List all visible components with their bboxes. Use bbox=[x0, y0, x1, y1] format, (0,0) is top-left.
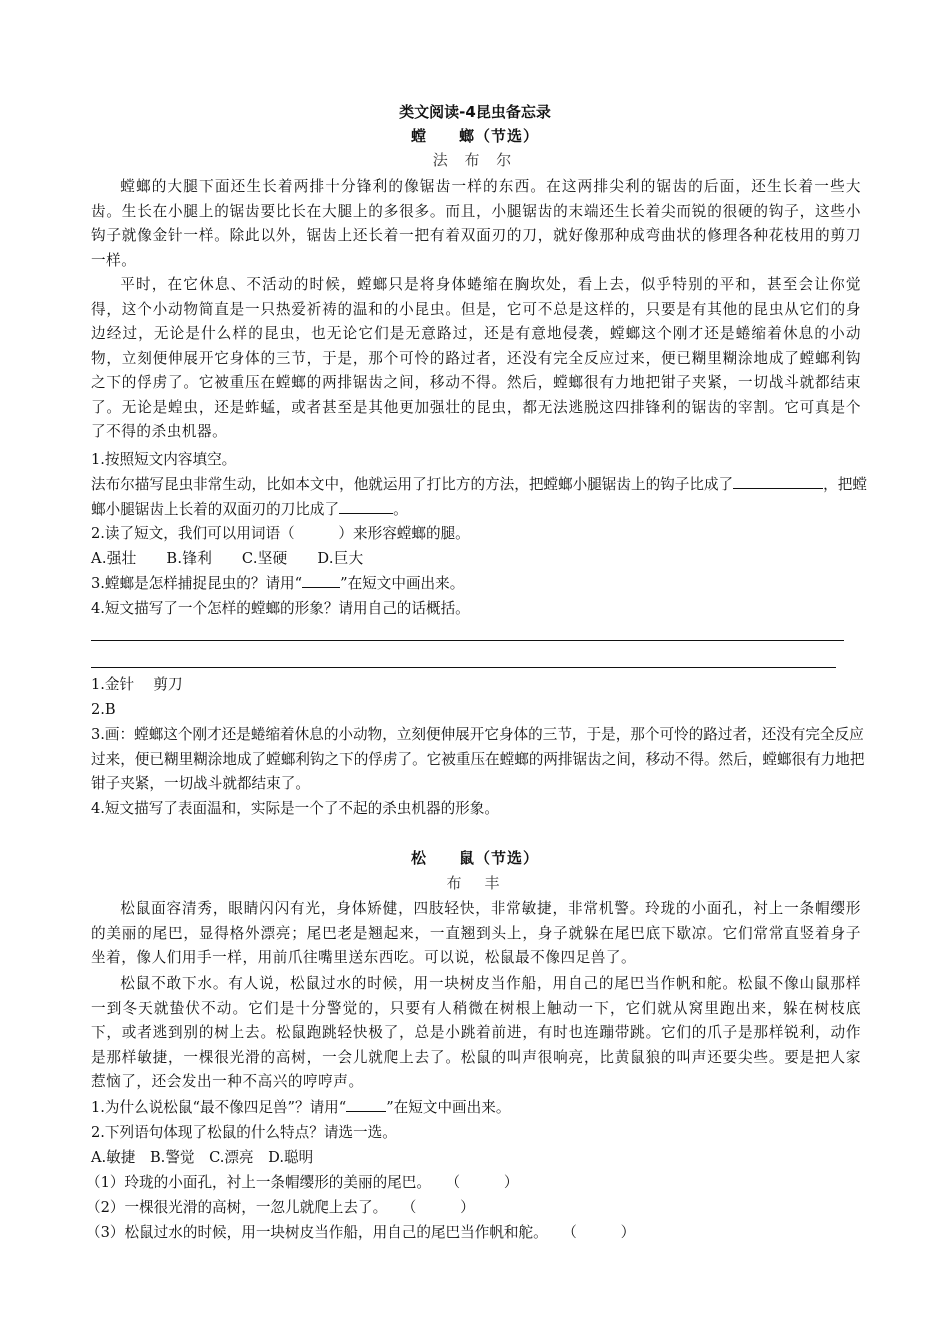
mantis-paragraph-2: 平时，在它休息、不活动的时候，螳螂只是将身体蜷缩在胸坎处，看上去，似乎特别的平和，甚至会让你觉得，这个小动物简直是一只热爱祈祷的温和的小昆虫。但是，它可不总是这样的，只要是有其他的昆虫从它们的身边经过，无论是什么样的昆虫，也无论它们是无意路过，还是有意地侵袭，螳螂这个刚才还是蜷缩着休息的小动物，立刻便伸展开它身体的三节，于是，那个可怜的路过者，还没有完全反应过来，便已糊里糊涂地成了螳螂利钩之下的俘虏了。它被重压在螳螂的两排锯齿之间，移动不得。然后，螳螂很有力地把钳子夹紧，一切战斗就都结束了。无论是蝗虫，还是蚱蜢，或者甚至是其他更加强壮的昆虫，都无法逃脱这四排锋利的锯齿的宰割。它可真是个了不得的杀虫机器。 bbox=[91, 276, 861, 440]
squirrel-item-2: （2）一棵很光滑的高树，一忽儿就爬上去了。 （ ） bbox=[86, 1199, 475, 1216]
q1-blank-2[interactable] bbox=[339, 513, 393, 514]
article-title-squirrel: 松 鼠（节选） bbox=[410, 849, 539, 867]
squirrel-item-3: （3）松鼠过水的时候，用一块树皮当作船，用自己的尾巴当作帆和舵。 （ ） bbox=[86, 1224, 636, 1241]
mantis-answer-3: 3.画：螳螂这个刚才还是蜷缩着休息的小动物，立刻便伸展开它身体的三节，于是，那个可怜的路过者，还没有完全反应过来，便已糊里糊涂地成了螳螂利钩之下的俘虏了。它被重压在螳螂的两排锯齿之间，移动不得。然后，螳螂很有力地把钳子夹紧，一切战斗就都结束了。 bbox=[91, 726, 865, 792]
squirrel-question-2: 2.下列语句体现了松鼠的什么特点？请选一选。 bbox=[91, 1124, 397, 1141]
mantis-answer-1: 1.金针 剪刀 bbox=[91, 676, 183, 693]
mantis-paragraph-1: 螳螂的大腿下面还生长着两排十分锋利的像锯齿一样的东西。在这两排尖利的锯齿的后面，还生长着一些大齿。生长在小腿上的锯齿要比长在大腿上的多很多。而且，小腿锯齿的末端还生长着尖而锐的很硬的钩子，这些小钩子就像金针一样。除此以外，锯齿上还长着一把有着双面刃的刀，就好像那种成弯曲状的修理各种花枝用的剪刀一样。 bbox=[91, 178, 861, 269]
mantis-question-4: 4.短文描写了一个怎样的螳螂的形象？请用自己的话概括。 bbox=[91, 600, 470, 617]
squirrel-paragraph-2: 松鼠不敢下水。有人说，松鼠过水的时候，用一块树皮当作船，用自己的尾巴当作帆和舵。松鼠不像山鼠那样一到冬天就蛰伏不动。它们是十分警觉的，只要有人稍微在树根上触动一下，它们就从窝里跑出来，躲在树枝底下，或者逃到别的树上去。松鼠跑跳轻快极了，总是小跳着前进，有时也连蹦带跳。它们的爪子是那样锐利，动作是那样敏捷，一棵很光滑的高树，一会儿就爬上去了。松鼠的叫声很响亮，比黄鼠狼的叫声还要尖些。要是把人家惹恼了，还会发出一种不高兴的哼哼声。 bbox=[91, 975, 861, 1090]
mantis-answer-4: 4.短文描写了表面温和，实际是一个了不起的杀虫机器的形象。 bbox=[91, 800, 499, 817]
article-title-mantis: 螳 螂（节选） bbox=[410, 127, 539, 145]
squirrel-question-1 bbox=[91, 1096, 881, 1121]
mantis-question-3 bbox=[91, 572, 881, 597]
sq1-underline-sample bbox=[346, 1111, 386, 1112]
q1-text-part-a: 法布尔描写昆虫非常生动，比如本文中，他就运用了打比方的方法，把螳螂小腿锯齿上的钩子比成了 bbox=[91, 476, 734, 493]
document-title: 类文阅读-4昆虫备忘录 bbox=[399, 103, 551, 121]
mantis-question-2: 2.读了短文，我们可以用词语（ ）来形容螳螂的腿。 bbox=[91, 525, 470, 542]
squirrel-question-2-options: A.敏捷 B.警觉 C.漂亮 D.聪明 bbox=[91, 1149, 314, 1166]
mantis-question-1-text bbox=[91, 473, 871, 522]
article-author-fabre: 法 布 尔 bbox=[432, 151, 518, 169]
q1-text-part-c: 。 bbox=[393, 500, 408, 518]
squirrel-paragraph-1: 松鼠面容清秀，眼睛闪闪有光，身体矫健，四肢轻快，非常敏捷，非常机警。玲珑的小面孔，衬上一条帽缨形的美丽的尾巴，显得格外漂亮；尾巴老是翘起来，一直翘到头上，身子就躲在尾巴底下歇凉。它们常常直竖着身子坐着，像人们用手一样，用前爪往嘴里送东西吃。可以说，松鼠最不像四足兽了。 bbox=[91, 900, 861, 966]
article-author-buffon: 布 丰 bbox=[446, 874, 504, 892]
sq1-text-part-b: ”在短文中画出来。 bbox=[386, 1099, 511, 1116]
squirrel-item-1: （1）玲珑的小面孔，衬上一条帽缨形的美丽的尾巴。 （ ） bbox=[86, 1174, 519, 1191]
answer-line-1[interactable] bbox=[91, 640, 844, 641]
q1-text-part-b: ，把螳螂小腿锯齿上长着的双面刃的刀比成了 bbox=[91, 476, 867, 518]
mantis-question-2-options: A.强壮 B.锋利 C.坚硬 D.巨大 bbox=[91, 550, 364, 567]
q1-blank-1[interactable] bbox=[733, 488, 823, 489]
mantis-question-1: 1.按照短文内容填空。 bbox=[91, 451, 237, 468]
sq1-text-part-a: 1.为什么说松鼠“最不像四足兽”？请用“ bbox=[91, 1099, 347, 1116]
q3-text-part-a: 3.螳螂是怎样捕捉昆虫的？请用“ bbox=[91, 575, 303, 592]
answer-line-2[interactable] bbox=[91, 667, 836, 668]
q3-underline-sample bbox=[302, 587, 340, 588]
q3-text-part-b: ”在短文中画出来。 bbox=[340, 575, 465, 592]
mantis-answer-2: 2.B bbox=[91, 701, 116, 718]
